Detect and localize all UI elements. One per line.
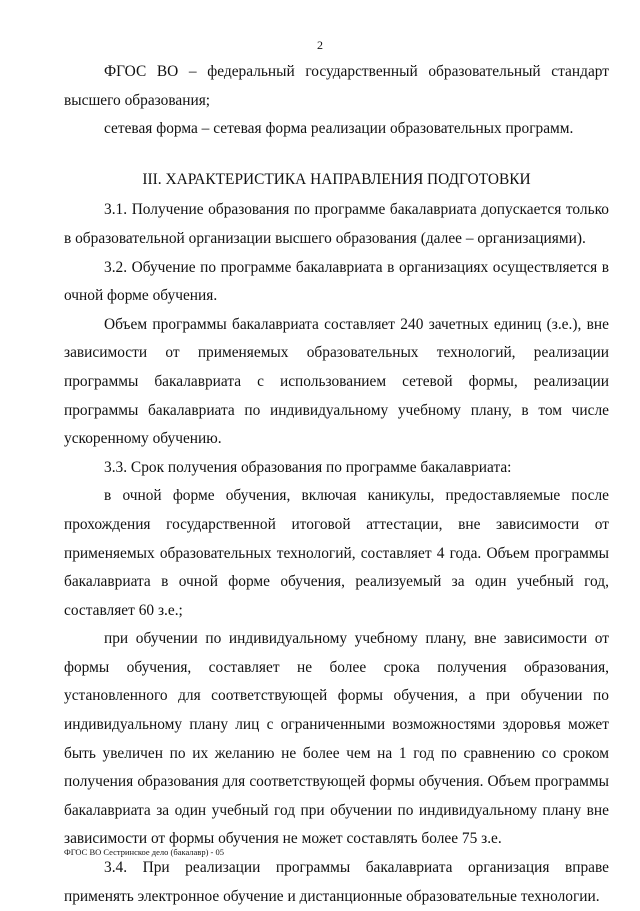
paragraph-program-volume: Объем программы бакалавриата составляет 240 зачетных единиц (з.е.), вне зависимости от применяемых образовательных технологий, реализации программы бакалавриата с использованием сетевой формы, реализации программы бакалавриата по индивидуальному учебному плану, в том числе ускоренному обучению. [64,315,609,448]
paragraph-individual-plan: при обучении по индивидуальному учебному плану, вне зависимости от формы обучения, составляет не более срока получения образования, установленного для соответствующей формы обучения, а при обучении по индивидуальному плану лиц с ограниченными возможностями здоровья может быть увеличен по их желанию не более чем на 1 год по сравнению со сроком получения образования для соответствующей формы обучения. Объем программы бакалавриата за один учебный год при обучении по индивидуальному плану вне зависимости от формы обучения не может составлять более 75 з.е. [64,630,609,848]
page-number: 2 [317,38,323,52]
paragraph-3-3: 3.3. Срок получения образования по программе бакалавриата: [104,458,512,476]
paragraph-network-form-definition: сетевая форма – сетевая форма реализации образовательных программ. [104,120,574,138]
footer-note: ФГОС ВО Сестринское дело (бакалавр) - 05 [64,847,224,857]
paragraph-3-4: 3.4. При реализации программы бакалавриата организация вправе применять электронное обучение и дистанционные образовательные технологии. [64,859,609,905]
paragraph-fgos-definition: ФГОС ВО – федеральный государственный образовательный стандарт высшего образования; [64,63,609,109]
paragraph-3-2: 3.2. Обучение по программе бакалавриата в организациях осуществляется в очной форме обучения. [64,258,609,305]
section-heading: III. ХАРАКТЕРИСТИКА НАПРАВЛЕНИЯ ПОДГОТОВКИ [142,170,531,188]
document-body [64,58,609,911]
paragraph-full-time: в очной форме обучения, включая каникулы, предоставляемые после прохождения государственной итоговой аттестации, вне зависимости от применяемых образовательных технологий, составляет 4 года. Объем программы бакалавриата в очной форме обучения, реализуемый за один учебный год, составляет 60 з.е.; [64,487,609,619]
paragraph-3-1: 3.1. Получение образования по программе бакалавриата допускается только в образовательной организации высшего образования (далее – организациями). [64,201,609,247]
